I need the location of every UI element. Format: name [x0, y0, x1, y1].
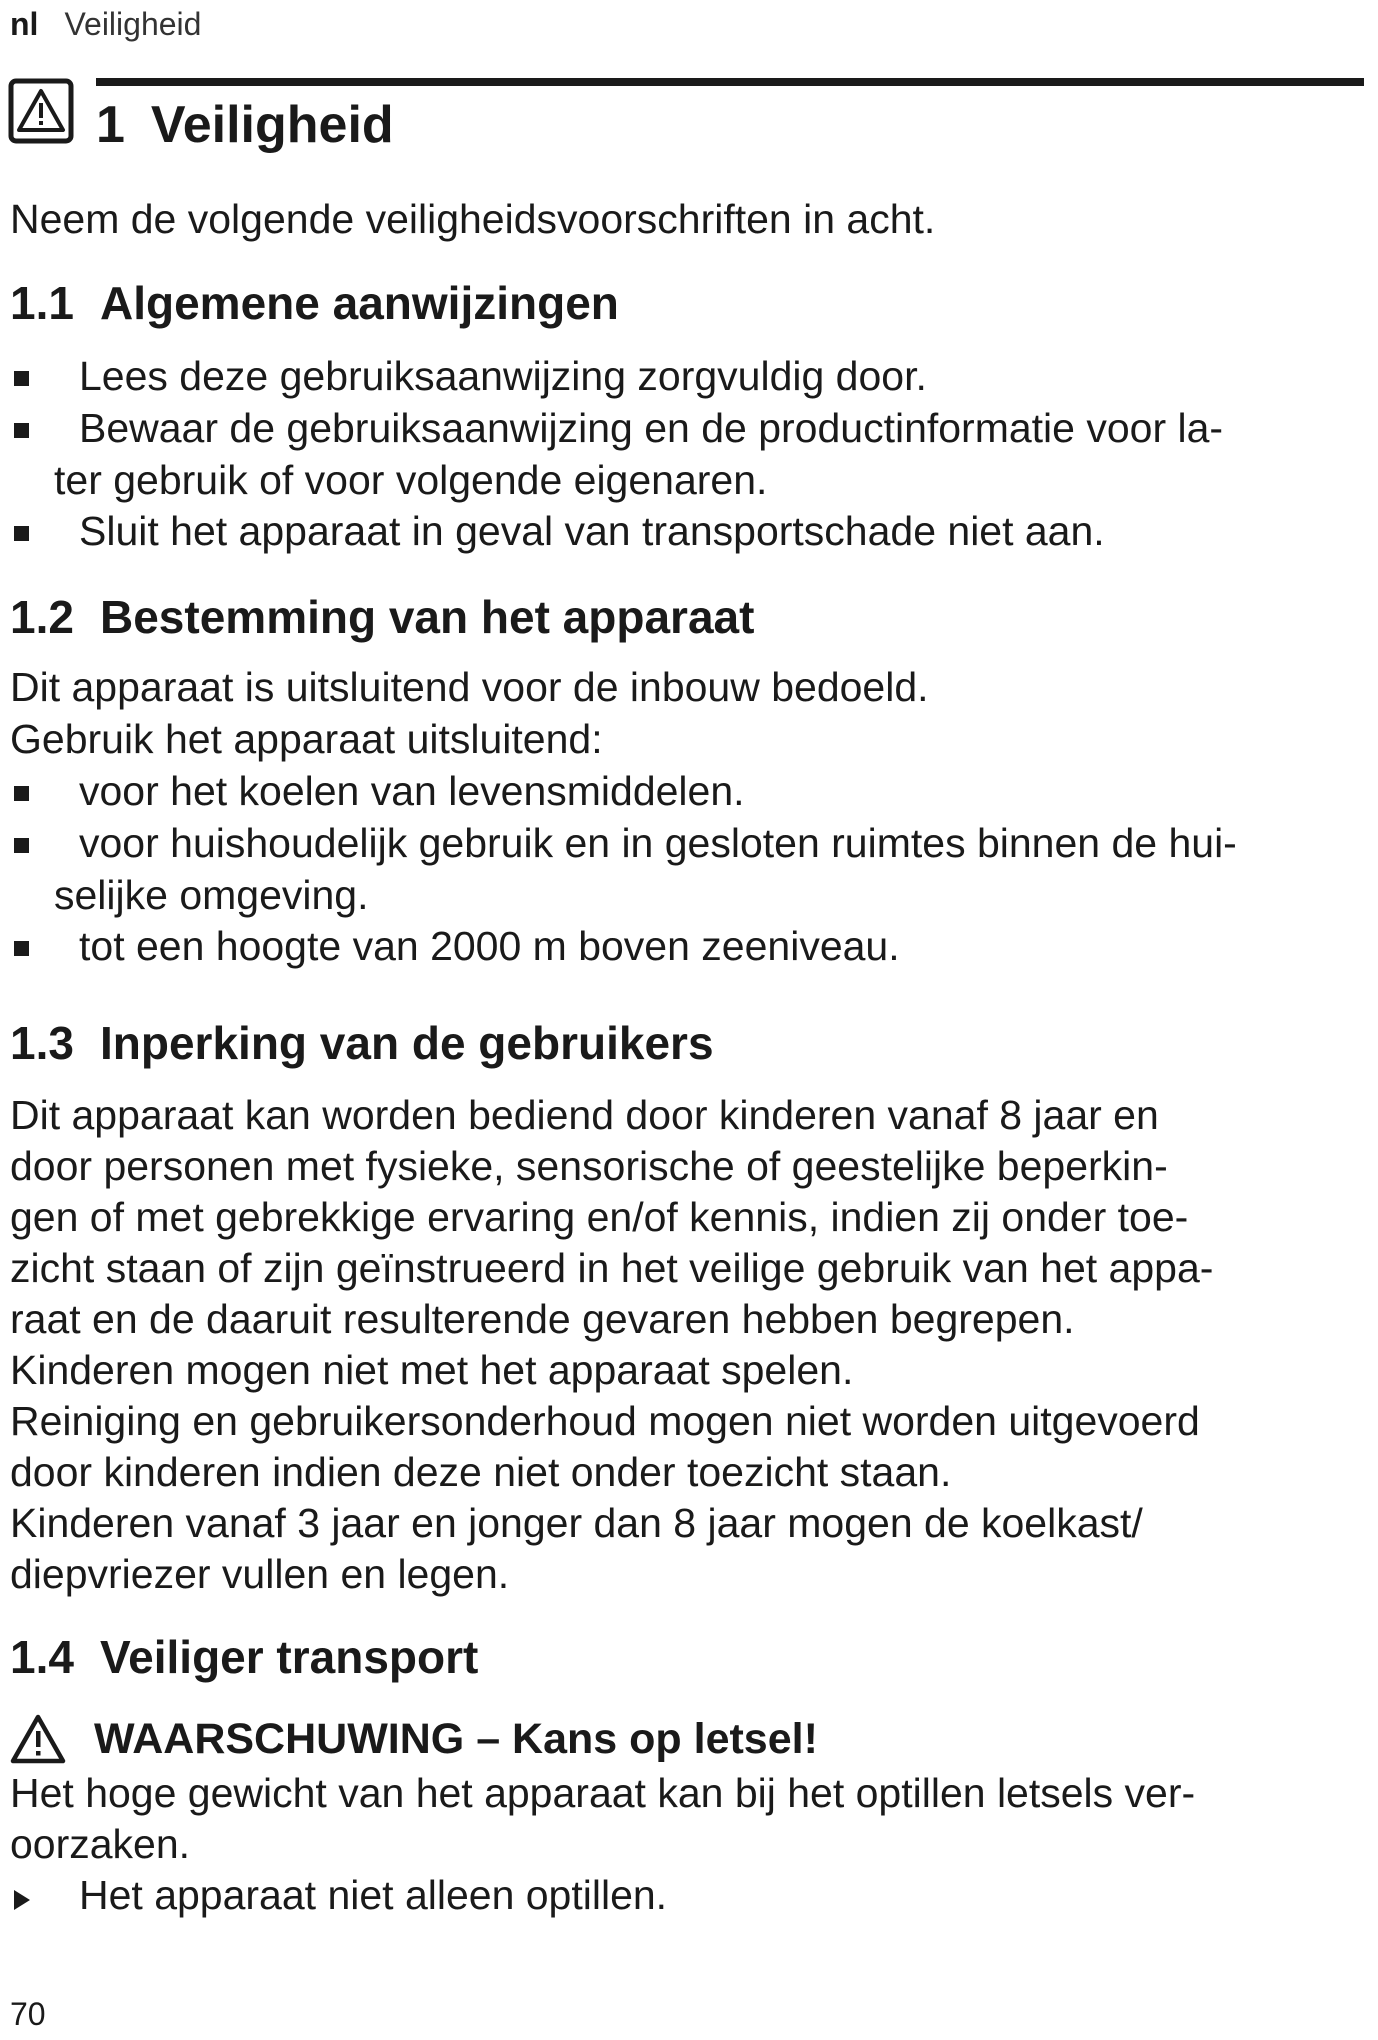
- chapter-title-text: Veiligheid: [150, 96, 394, 154]
- section-heading-1-4: 1.4 Veiliger transport: [10, 1631, 479, 1683]
- list-item: tot een hoogte van 2000 m boven zeeniveau.: [79, 923, 900, 969]
- paragraph-line: zicht staan of zijn geïnstrueerd in het veilige gebruik van het appa-: [10, 1245, 1214, 1291]
- paragraph-line: Reiniging en gebruikersonderhoud mogen niet worden uitgevoerd: [10, 1398, 1200, 1444]
- paragraph-line: oorzaken.: [10, 1821, 191, 1867]
- list-item-continuation: ter gebruik of voor volgende eigenaren.: [54, 457, 768, 503]
- paragraph-line: door personen met fysieke, sensorische of geestelijke beperkin-: [10, 1143, 1168, 1189]
- paragraph-line: Het hoge gewicht van het apparaat kan bij het optillen letsels ver-: [10, 1770, 1196, 1816]
- chapter-number: 1: [96, 96, 125, 154]
- bullet-marker: [14, 371, 29, 386]
- paragraph: Gebruik het apparaat uitsluitend:: [10, 716, 603, 762]
- list-item-continuation: selijke omgeving.: [54, 872, 369, 918]
- list-item: voor huishoudelijk gebruik en in gesloten ruimtes binnen de hui-: [79, 820, 1237, 866]
- paragraph-line: Kinderen vanaf 3 jaar en jonger dan 8 jaar mogen de koelkast/: [10, 1500, 1143, 1546]
- intro-text: Neem de volgende veiligheidsvoorschriften in acht.: [10, 196, 936, 242]
- list-item: Sluit het apparaat in geval van transportschade niet aan.: [79, 508, 1105, 554]
- page-number: 70: [10, 1996, 46, 2032]
- paragraph: Dit apparaat is uitsluitend voor de inbouw bedoeld.: [10, 664, 929, 710]
- bullet-marker: [14, 838, 29, 853]
- bullet-marker: [14, 423, 29, 438]
- list-item: voor het koelen van levensmiddelen.: [79, 768, 745, 814]
- paragraph-line: door kinderen indien deze niet onder toezicht staan.: [10, 1449, 952, 1495]
- instruction-step: Het apparaat niet alleen optillen.: [79, 1872, 668, 1918]
- paragraph-line: gen of met gebrekkige ervaring en/of kennis, indien zij onder toe-: [10, 1194, 1189, 1240]
- paragraph-line: Dit apparaat kan worden bediend door kinderen vanaf 8 jaar en: [10, 1092, 1159, 1138]
- bullet-marker: [14, 941, 29, 956]
- section-heading-1-2: 1.2 Bestemming van het apparaat: [10, 591, 755, 643]
- chapter-rule: [96, 78, 1364, 86]
- bullet-marker: [14, 526, 29, 541]
- section-heading-1-1: 1.1 Algemene aanwijzingen: [10, 277, 619, 329]
- warning-triangle-icon: [10, 1714, 66, 1764]
- warning-title: WAARSCHUWING – Kans op letsel!: [94, 1715, 818, 1763]
- section-heading-1-3: 1.3 Inperking van de gebruikers: [10, 1017, 714, 1069]
- paragraph-line: raat en de daaruit resulterende gevaren hebben begrepen.: [10, 1296, 1075, 1342]
- header-section-title: Veiligheid: [64, 6, 202, 42]
- language-code: nl: [10, 6, 39, 42]
- paragraph-line: diepvriezer vullen en legen.: [10, 1551, 510, 1597]
- list-item: Lees deze gebruiksaanwijzing zorgvuldig door.: [79, 353, 927, 399]
- list-item: Bewaar de gebruiksaanwijzing en de productinformatie voor la-: [79, 405, 1224, 451]
- bullet-marker: [14, 786, 29, 801]
- paragraph-line: Kinderen mogen niet met het apparaat spelen.: [10, 1347, 854, 1393]
- chapter-title: [96, 95, 394, 155]
- warning-box-icon: [8, 78, 74, 144]
- running-header: [10, 6, 201, 42]
- step-arrow-icon: [14, 1890, 30, 1910]
